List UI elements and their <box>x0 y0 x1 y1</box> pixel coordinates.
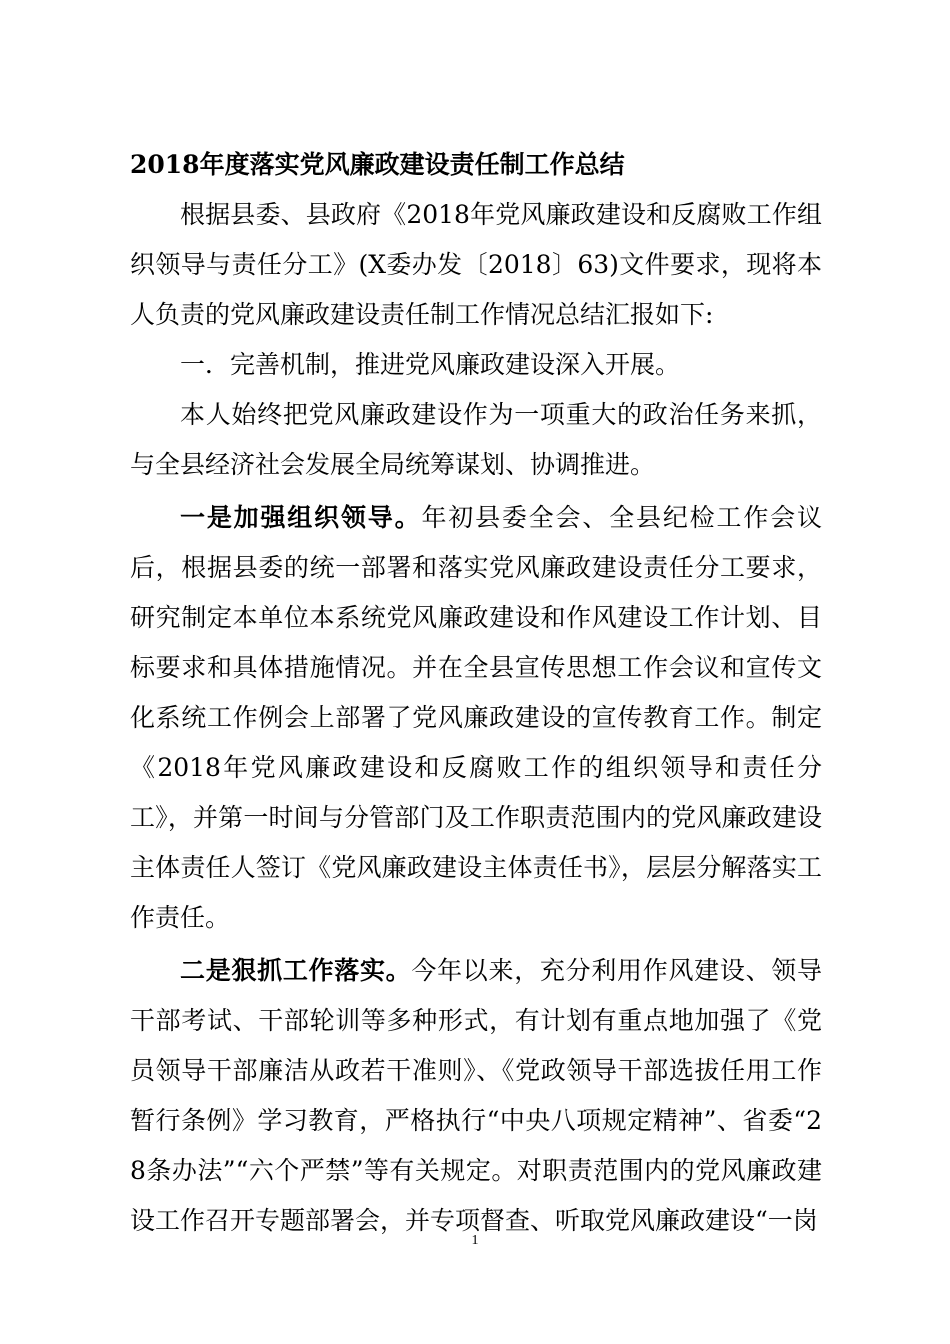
paragraph-lead: 一是加强组织领导。 <box>180 503 422 532</box>
paragraph-text: 本人始终把党风廉政建设作为一项重大的政治任务来抓，与全县经济社会发展全局统筹谋划、协调推进。 <box>130 400 822 479</box>
paragraph-text: 一．完善机制，推进党风廉政建设深入开展。 <box>180 350 681 379</box>
page-number: 1 <box>471 1233 479 1248</box>
intro-paragraph <box>130 190 822 340</box>
body-paragraph <box>130 946 822 1246</box>
document-title: 2018年度落实党风廉政建设责任制工作总结 <box>130 150 625 179</box>
body-paragraph <box>130 493 822 943</box>
paragraph-text: 根据县委、县政府《2018年党风廉政建设和反腐败工作组织领导与责任分工》(X委办发〔2018〕63)文件要求，现将本人负责的党风廉政建设责任制工作情况总结汇报如下: <box>130 200 822 329</box>
body-paragraph <box>130 390 822 490</box>
paragraph-text: 今年以来，充分利用作风建设、领导干部考试、干部轮训等多种形式，有计划有重点地加强了《党员领导干部廉洁从政若干准则》、《党政领导干部选拔任用工作暂行条例》学习教育，严格执行“中央八项规定精神”、省委“28条办法”“六个严禁”等有关规定。对职责范围内的党风廉政建设工作召开专题部署会，并专项督查、听取党风廉政建设“一岗 <box>130 956 822 1235</box>
document-body <box>130 140 822 1246</box>
paragraph-text: 年初县委全会、全县纪检工作会议后，根据县委的统一部署和落实党风廉政建设责任分工要求，研究制定本单位本系统党风廉政建设和作风建设工作计划、目标要求和具体措施情况。并在全县宣传思想工作会议和宣传文化系统工作例会上部署了党风廉政建设的宣传教育工作。制定《2018年党风廉政建设和反腐败工作的组织领导和责任分工》，并第一时间与分管部门及工作职责范围内的党风廉政建设主体责任人签订《党风廉政建设主体责任书》，层层分解落实工作责任。 <box>130 503 822 932</box>
section-heading <box>130 340 822 390</box>
paragraph-lead: 二是狠抓工作落实。 <box>180 956 412 985</box>
